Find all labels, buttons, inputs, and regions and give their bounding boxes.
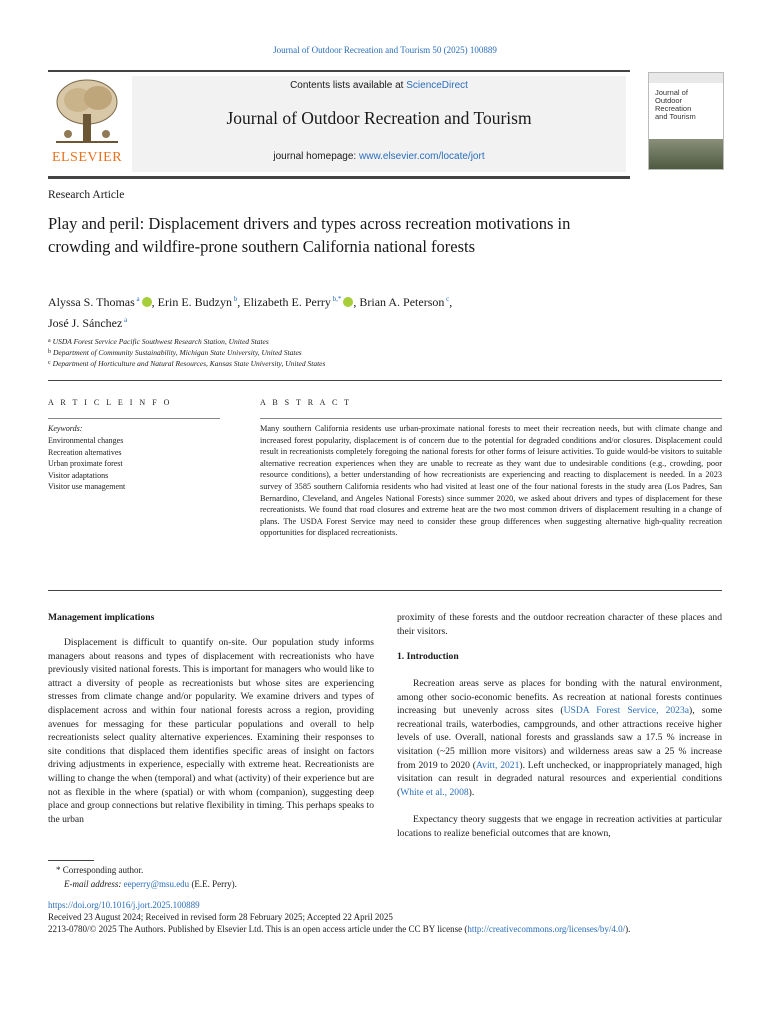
sciencedirect-link[interactable]: ScienceDirect	[406, 80, 468, 91]
doi-link[interactable]: https://doi.org/10.1016/j.jort.2025.100889	[48, 900, 200, 910]
orcid-icon[interactable]	[343, 297, 353, 307]
article-title: Play and peril: Displacement drivers and types across recreation motivations in crowding and wildfire-prone southern California national forests	[48, 214, 571, 256]
intro-text-c: ). Left unchecked, or inappropriately managed, high visitation can result in degraded natural resources and experiential conditions (	[397, 759, 722, 798]
affiliation-item	[48, 358, 608, 369]
license-suffix: ).	[625, 924, 631, 934]
cover-title: Journal of Outdoor Recreation and Tourism	[655, 88, 696, 121]
email-suffix: (E.E. Perry).	[189, 879, 237, 889]
citation-white-2008[interactable]: White et al., 2008	[400, 786, 469, 798]
section-rule	[48, 380, 722, 381]
received-dates: Received 23 August 2024; Received in revised form 28 February 2025; Accepted 22 April 2025	[48, 912, 393, 922]
abstract-text: Many southern California residents use urban-proximate national forests to meet their recreation needs, but with climate change and increased forest popularity, displacement is of concern due to the potential for degraded conditions and/or closures. Displacement could result in recreationists completely foregoing the national forests for other forms of leisure activities. To guide would-be visitors to suitable alternative recreation experiences when they are unable to recreate as they want due to undesirable conditions (e.g., crowding, poor resource conditions), a better understanding of how recreationists are experiencing and reacting to displacement is needed. In a 2023 survey of 3585 southern California residents who had visited at least one of the four national forests in the study area (Los Padres, San Bernardino, Cleveland, and Angeles National Forests) since summer 2020, we asked about drivers and types of displacement for these recreationists. We found that road closures and extreme heat are the two most common drivers of displacement resulting in a change of plans. The USDA Forest Service may need to consider these group differences when suggesting alternative high-quality recreation opportunities for displaced recreationists.	[260, 424, 722, 538]
keyword-item: Recreation alternatives	[48, 447, 122, 457]
homepage-link[interactable]: www.elsevier.com/locate/jort	[359, 151, 485, 162]
affiliation-text: USDA Forest Service Pacific Southwest Research Station, United States	[52, 337, 269, 346]
continued-paragraph: proximity of these forests and the outdoor recreation character of these places and their visitors.	[397, 612, 722, 637]
article-info-rule	[48, 418, 220, 419]
intro-text-d: ).	[468, 786, 475, 798]
cover-photo	[649, 139, 723, 169]
author-affiliation-mark[interactable]: c	[444, 295, 450, 303]
citation-usda-2023a[interactable]: USDA Forest Service, 2023a	[563, 705, 690, 717]
keyword-item: Urban proximate forest	[48, 459, 123, 468]
management-implications-text: Displacement is difficult to quantify on-site. Our population study informs managers about reasons and types of displacement with recreationists who have previously visited national forests. This is important for managers who would like to attract a diversity of people as recreationists but whose sites are experiencing stresses from climate change and/or popularity. We examine drivers and types of displacement across and within four national forests across a region, providing avenues for messaging for these particular populations and overall to help recreationists select quality alternative experiences. Examining their responses to site conditions that displaced them identifies specific areas of insight on factors driving adjustments in experience, especially with extreme heat. Recreationists are willing to change the when (temporal) and what (activity) of their experience but are not as flexible in the where (spatial) or with whom (companion), suggesting deep place and group connections but relative flexibility in timing. This perhaps speaks to the urban	[48, 637, 374, 825]
author-separator: ,	[237, 295, 244, 309]
abstract-bottom-rule	[48, 590, 722, 591]
affiliation-item	[48, 347, 608, 358]
author-separator: ,	[353, 295, 360, 309]
article-info-heading: A R T I C L E I N F O	[48, 398, 172, 407]
affiliation-mark: c	[48, 360, 51, 366]
keyword-item: Environmental changes	[48, 436, 124, 445]
intro-text-b: ), some recreational trails, waterbodies, campgrounds, and other attractions receive higher levels of use. Overall, national forests and grasslands saw a 17.5 % increase in visitation (~25 million more visitors) and wilderness areas saw a 25 % increase from 2019 to 2020 (	[397, 705, 722, 771]
author-affiliation-mark[interactable]: b	[231, 295, 238, 303]
homepage-prefix: journal homepage:	[273, 151, 359, 162]
intro-text-a: Recreation areas serve as places for bonding with the natural environment, among other socio-economic benefits. As recreation at national forests continues increasing but unevenly across sites (	[397, 678, 722, 717]
email-note	[64, 879, 237, 889]
license-prefix: 2213-0780/© 2025 The Authors. Published by Elsevier Ltd. This is an open access article under the CC BY license (	[48, 924, 468, 934]
running-head[interactable]: Journal of Outdoor Recreation and Tourism 50 (2025) 100889	[273, 45, 497, 55]
license-line	[48, 924, 728, 934]
author-affiliation-mark[interactable]: a	[122, 316, 128, 324]
orcid-icon[interactable]	[142, 297, 152, 307]
management-implications-heading: Management implications	[48, 612, 155, 623]
introduction-heading: 1. Introduction	[397, 651, 459, 662]
affiliations	[48, 336, 608, 369]
cover-strip	[649, 73, 723, 83]
abstract-heading: A B S T R A C T	[260, 398, 352, 407]
keywords-list	[48, 435, 125, 493]
author-name[interactable]: Elizabeth E. Perry	[243, 295, 331, 309]
affiliation-mark: b	[48, 349, 51, 355]
author-name[interactable]: Erin E. Budzyn	[157, 295, 232, 309]
journal-title: Journal of Outdoor Recreation and Tourism	[226, 108, 532, 128]
corresponding-author-note: * Corresponding author.	[56, 865, 144, 875]
abstract-rule	[260, 418, 722, 419]
contents-line	[132, 80, 626, 91]
elsevier-wordmark: ELSEVIER	[51, 150, 123, 165]
affiliation-item	[48, 336, 608, 347]
author-name[interactable]: Alyssa S. Thomas	[48, 295, 135, 309]
affiliation-mark: a	[48, 338, 51, 344]
author-affiliation-mark[interactable]: a	[134, 295, 140, 303]
keyword-item: Visitor adaptations	[48, 470, 109, 480]
contents-prefix: Contents lists available at	[290, 80, 407, 91]
author-name[interactable]: Brian A. Peterson	[359, 295, 445, 309]
author-separator: ,	[449, 295, 453, 309]
article-type: Research Article	[48, 189, 125, 201]
affiliation-text: Department of Horticulture and Natural Resources, Kansas State University, United States	[52, 359, 326, 368]
introduction-paragraph-2: Expectancy theory suggests that we engage in recreation activities at particular locations to realize beneficial outcomes that are known,	[397, 814, 722, 839]
author-affiliation-mark[interactable]: b,*	[330, 295, 342, 303]
banner-bottom-rule	[48, 176, 630, 179]
banner-top-rule	[48, 70, 630, 72]
author-list	[48, 290, 608, 332]
affiliation-text: Department of Community Sustainability, Michigan State University, United States	[53, 348, 302, 357]
homepage-line	[132, 151, 626, 162]
citation-avitt-2021[interactable]: Avitt, 2021	[475, 759, 520, 771]
keyword-item: Visitor use management	[48, 482, 126, 491]
author-name[interactable]: José J. Sánchez	[48, 316, 123, 330]
footnote-rule	[48, 860, 94, 861]
license-link[interactable]: http://creativecommons.org/licenses/by/4.0/	[467, 924, 626, 934]
email-link[interactable]: eeperry@msu.edu	[123, 879, 190, 889]
email-label: E-mail address:	[64, 879, 124, 889]
keywords-label: Keywords:	[48, 424, 83, 433]
introduction-paragraph-1	[397, 677, 722, 799]
author-separator: ,	[151, 295, 158, 309]
journal-cover-thumbnail[interactable]	[648, 72, 724, 170]
